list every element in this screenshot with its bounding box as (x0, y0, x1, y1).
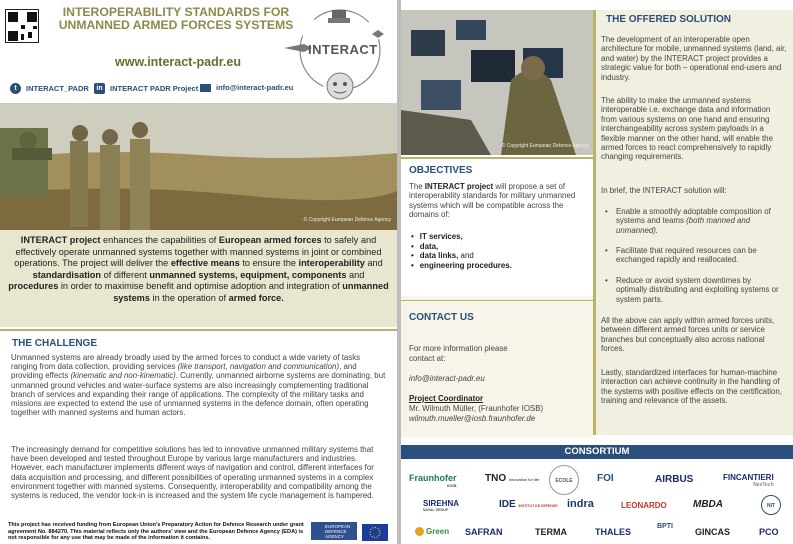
logo-foi: FOI (597, 473, 614, 484)
contact-email[interactable]: info@interact-padr.eu (409, 374, 485, 383)
logo-nit: NIT (761, 495, 781, 515)
photo-credit-2: © Copyright European Defence Agency (501, 143, 589, 149)
contact-line-2: contact at: (409, 354, 446, 363)
solution-paragraph-5: Lastly, standardized interfaces for human-machine interaction can achieve continuity in the handling of the systems with positive effects on the certification, training and relevance of the assets. (601, 368, 782, 406)
coordinator-label: Project Coordinator (409, 394, 484, 403)
contact-heading: CONTACT US (409, 312, 474, 323)
social-email[interactable]: info@interact-padr.eu (200, 83, 293, 92)
solution-paragraph-3: In brief, the INTERACT solution will: (601, 186, 727, 195)
logo-gincas: GINCAS (695, 527, 731, 537)
logo-tno: TNO innovation for life (485, 473, 540, 484)
challenge-divider (0, 329, 397, 331)
logo-pco: PCO (759, 527, 779, 537)
list-item: • engineering procedures. (411, 261, 512, 271)
solution-heading: THE OFFERED SOLUTION (606, 14, 731, 25)
photo-credit: © Copyright European Defence Agency (303, 217, 391, 223)
logo-thales: THALES (595, 527, 631, 537)
logo-terma: TERMA (535, 527, 567, 537)
logo-fraunhofer: Fraunhofer IOSB (409, 473, 457, 488)
solution-bullet-3: • Reduce or avoid system downtimes by optimally distributing and exploiting systems or system parts. (605, 276, 779, 304)
challenge-paragraph-2: The increasingly demand for competitive solutions has led to innovative unmanned military systems that have been developed and tested throughout Europe by various large manufacturers and industries. However, each manufacturer implements different ways of navigation and control, different interfaces for data acquisition and processing, and different possibilities of operating unmanned systems in a complex environment together with manned systems. Consequently, interoperability and compatibility among the systems is reduced, the vendor lock-in is increased and the system life cycle management is hampered. (11, 445, 374, 501)
list-item: • IT services, (411, 232, 512, 242)
logo-leonardo: LEONARDO (621, 501, 667, 510)
logo-mbda: MBDA (693, 499, 723, 510)
logo-bpti: BPTI (657, 523, 673, 530)
list-item: • data, (411, 242, 512, 252)
consortium-logos (401, 461, 793, 544)
solution-paragraph-1: The development of an interoperable open architecture for mobile, unmanned systems (land, air, and water) by the INTERACT project provides a strategic value for both – operational end-users and industry. (601, 35, 787, 82)
control-room-photo (401, 10, 593, 155)
mail-icon (200, 84, 211, 92)
logo-ide: IDE INSTITUT DE DEFENSE (499, 499, 558, 510)
poster-title: INTEROPERABILITY STANDARDS FOR UNMANNED ARMED FORCES SYSTEMS (58, 5, 294, 32)
contact-line-1: For more information please (409, 344, 508, 353)
eu-flag-icon (362, 524, 388, 541)
logo-wordmark: INTERACT (308, 42, 378, 57)
twitter-icon: t (10, 83, 21, 94)
objectives-list (411, 232, 512, 270)
soldiers-photo (0, 103, 397, 230)
solution-bullet-1: • Enable a smoothly adoptable composition of systems and teams (both manned and unmanned). (605, 207, 771, 235)
solution-paragraph-4: All the above can apply within armed forces units, between different armed forces units or service branches but conceptually also across national forces. (601, 316, 775, 354)
eda-logo: EUROPEAN DEFENCE AGENCY (311, 522, 357, 540)
solution-accent-bar (593, 10, 596, 435)
consortium-heading: CONSORTIUM (401, 445, 793, 459)
website-link[interactable]: www.interact-padr.eu (115, 55, 241, 69)
logo-school-seal: ECOLE (549, 465, 579, 495)
objectives-heading: OBJECTIVES (409, 165, 473, 176)
logo-fincantieri: FINCANTIERI NexTech (723, 473, 774, 488)
intro-statement: INTERACT project enhances the capabilities of European armed forces to safely and effectively operate unmanned systems together with manned systems in joint or combined operations. The project will deliver the effective means to ensure the interoperability and standardisation of different unmanned systems, equipment, components and procedures in order to maximise benefit and optimise adoption and integration of unmanned systems in the operation of armed force. (0, 230, 397, 327)
solution-paragraph-2: The ability to make the unmanned systems interoperable i.e. exchange data and information from various systems on one hand and ensuring interchangeability across system payloads in a flexible manner on the other hand, will enable the armed forces to react comprehensively to rapidly changing requirements. (601, 96, 773, 162)
social-twitter[interactable]: t INTERACT_PADR (10, 83, 89, 94)
logo-safran: SAFRAN (465, 527, 503, 537)
challenge-heading: THE CHALLENGE (12, 338, 97, 349)
logo-indra: indra (567, 498, 594, 510)
coordinator-name: Mr. Wilmuth Müller, (Fraunhofer IOSB) (409, 404, 544, 413)
challenge-paragraph-1: Unmanned systems are already broadly used by the armed forces to conduct a wide variety of tasks ranging from data collection, providing services (like transport, navigation and communication), and providing effects (kinematic and non-kinematic). Currently, unmanned airborne systems are dominating, but unmanned ground vehicles and water-surface systems are also increasingly complementing traditional branch of services and expanding their range of applications. The complexity of the military tasks and missions are expected to extend the use of unmanned systems in the defence domain, often operating together with manned systems and human actors. (11, 353, 386, 418)
objectives-text: The INTERACT project will propose a set of interoperability standards for military unmanned systems which will be compatible across the domains of: (409, 182, 576, 220)
qr-code[interactable] (5, 9, 39, 43)
funding-disclaimer: This project has received funding from European Union's Preparatory Action for Defence Research under grant agreement No. 884270. This material reflects only the authors' view and the European Defence Agency (EDA) is not responsible for any use that may be made of the information it contains. (8, 522, 304, 542)
linkedin-icon: in (94, 83, 105, 94)
solution-bullet-2: • Facilitate that required resources can be exchanged rapidly and reallocated. (605, 246, 757, 265)
coordinator-email[interactable]: wilmuth.mueller@iosb.fraunhofer.de (409, 414, 536, 423)
contact-divider (401, 300, 593, 301)
logo-green: Green (415, 527, 449, 536)
logo-airbus: AIRBUS (655, 474, 694, 485)
interact-logo (282, 4, 394, 108)
social-linkedin[interactable]: in INTERACT PADR Project (94, 83, 198, 94)
right-page (401, 0, 793, 544)
objectives-divider (401, 157, 593, 159)
logo-sirehna: SIREHNA NAVAL GROUP (423, 499, 460, 512)
funding-footer (0, 519, 397, 544)
list-item: • data links, and (411, 251, 512, 261)
